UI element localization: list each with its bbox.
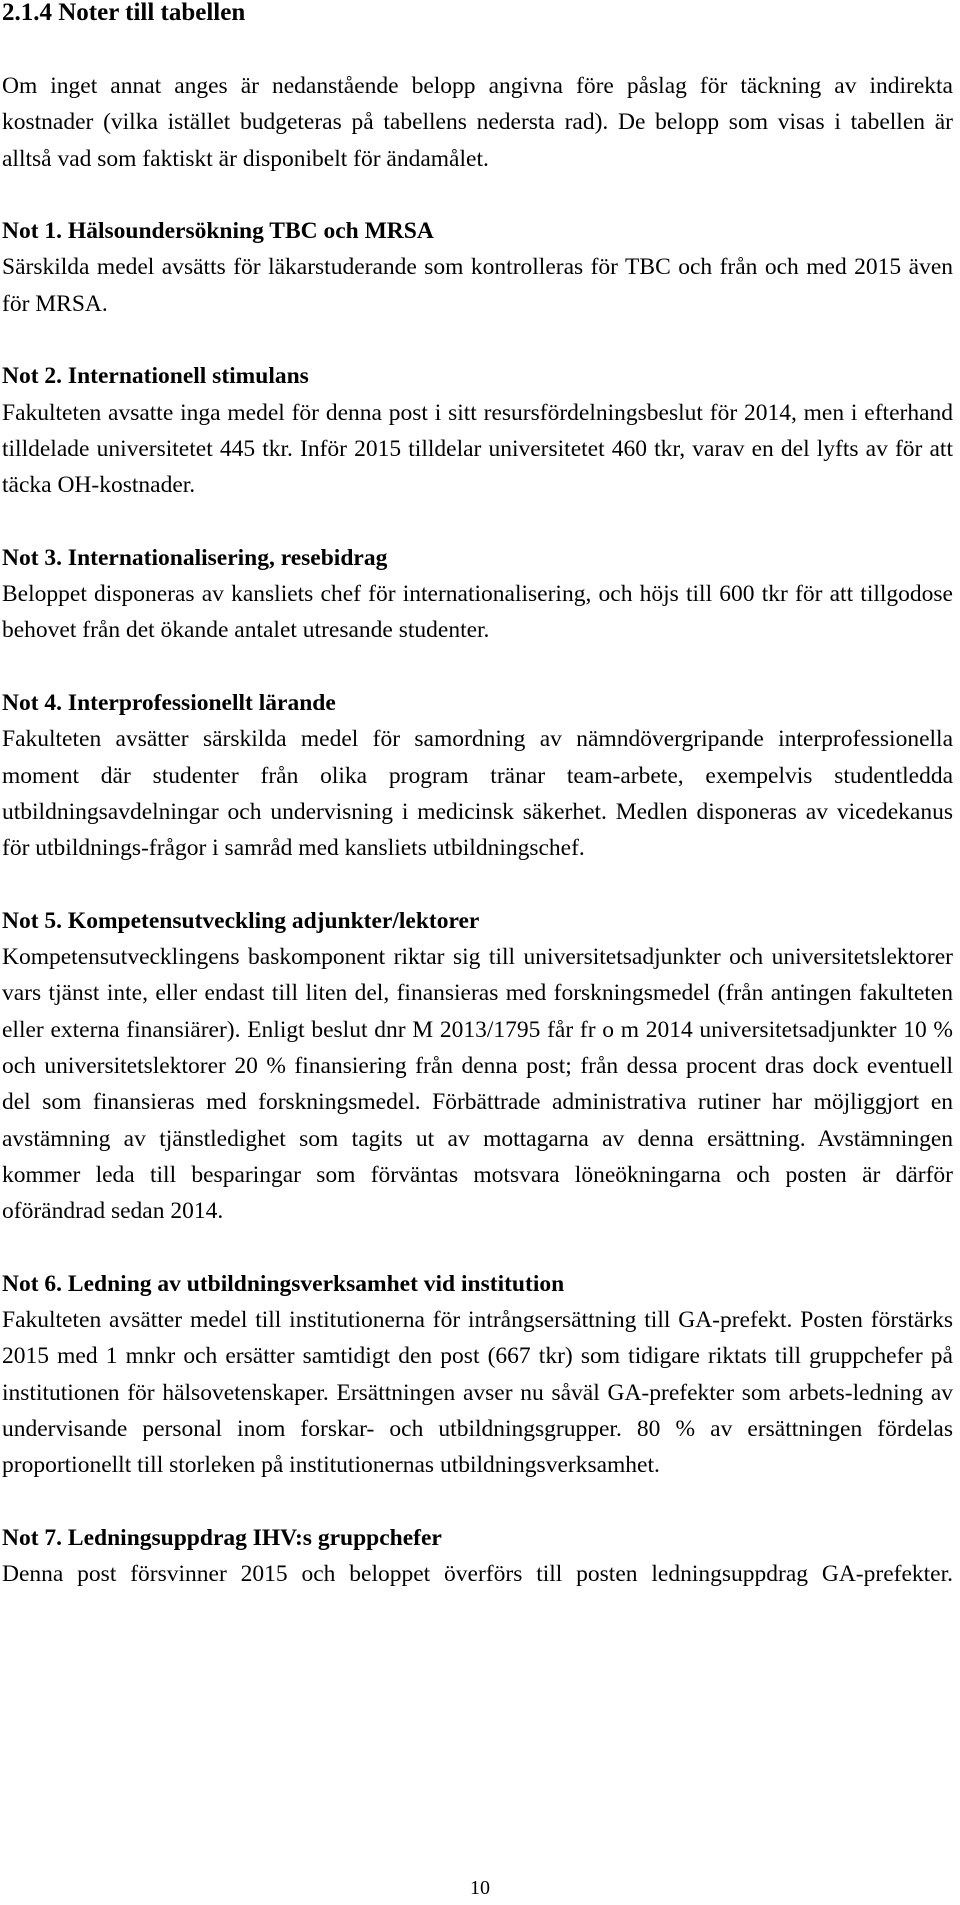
- section-heading: 2.1.4 Noter till tabellen: [2, 0, 246, 26]
- note-paragraph: Särskilda medel avsätts för läkarstuderande som kontrolleras för TBC och från och med 2015 även för MRSA.: [2, 254, 953, 317]
- note-title: Not 3. Internationalisering, resebidrag: [2, 544, 388, 571]
- note-2: [2, 358, 953, 503]
- note-1: [2, 213, 953, 322]
- note-title: Not 4. Interprofessionellt lärande: [2, 690, 336, 717]
- note-paragraph: Fakulteten avsatte inga medel för denna post i sitt resursfördelningsbeslut för 2014, men i efterhand tilldelade universitetet 445 tkr. Inför 2015 tilldelar universitetet 460 tkr, varav en del lyfts av för att täcka OH-kostnader.: [2, 399, 953, 499]
- intro-paragraph: Om inget annat anges är nedanstående belopp angivna före påslag för täckning av indirekta kostnader (vilka istället budgeteras på tabellens nedersta rad). De belopp som visas i tabellen är alltså vad som faktiskt är disponibelt för ändamålet.: [2, 73, 953, 172]
- note-title: Not 5. Kompetensutveckling adjunkter/lektorer: [2, 907, 480, 934]
- note-4: [2, 685, 953, 866]
- note-7: [2, 1520, 953, 1593]
- note-5: [2, 903, 953, 1230]
- note-paragraph: Fakulteten avsätter medel till institutionerna för intrångsersättning till GA-prefekt. Posten förstärks 2015 med 1 mnkr och ersätter samtidigt den post (667 tkr) som tidigare riktats till gruppchefer på institutionen för hälsovetenskaper. Ersättningen avser nu såväl GA-prefekter som arbets-ledning av undervisande personal inom forskar- och utbildningsgrupper. 80 % av ersättningen fördelas proportionellt till storleken på institutionernas utbildningsverksamhet.: [2, 1307, 953, 1479]
- note-paragraph: Beloppet disponeras av kansliets chef för internationalisering, och höjs till 600 tkr för att tillgodose behovet från det ökande antalet utresande studenter.: [2, 581, 953, 644]
- note-paragraph: Denna post försvinner 2015 och beloppet överförs till posten ledningsuppdrag GA-prefekter.: [2, 1561, 953, 1588]
- document-body: [2, 68, 953, 1629]
- note-6: [2, 1266, 953, 1484]
- note-title: Not 1. Hälsoundersökning TBC och MRSA: [2, 218, 434, 245]
- note-paragraph: Kompetensutvecklingens baskomponent riktar sig till universitetsadjunkter och universitetslektorer vars tjänst inte, eller endast till liten del, finansieras med forskningsmedel (från antingen fakulteten eller externa finansiärer). Enligt beslut dnr M 2013/1795 får fr o m 2014 universitetsadjunkter 10 % och universitetslektorer 20 % finansiering från denna post; från dessa procent dras dock eventuell del som finansieras med forskningsmedel. Förbättrade administrativa rutiner har möjliggjort en avstämning av tjänstledighet som tagits ut av mottagarna av denna ersättning. Avstämningen kommer leda till besparingar som förväntas motsvara löneökningarna och posten är därför oförändrad sedan 2014.: [2, 944, 953, 1225]
- note-3: [2, 540, 953, 649]
- page-number: 10: [470, 1877, 490, 1899]
- note-paragraph: Fakulteten avsätter särskilda medel för samordning av nämndövergripande interprofessionella moment där studenter från olika program tränar team-arbete, exempelvis studentledda utbildningsavdelningar och undervisning i medicinsk säkerhet. Medlen disponeras av vicedekanus för utbildnings-frågor i samråd med kansliets utbildningschef.: [2, 726, 953, 862]
- note-title: Not 2. Internationell stimulans: [2, 363, 309, 390]
- note-title: Not 6. Ledning av utbildningsverksamhet vid institution: [2, 1270, 565, 1297]
- note-title: Not 7. Ledningsuppdrag IHV:s gruppchefer: [2, 1524, 442, 1551]
- intro-block: [2, 68, 953, 177]
